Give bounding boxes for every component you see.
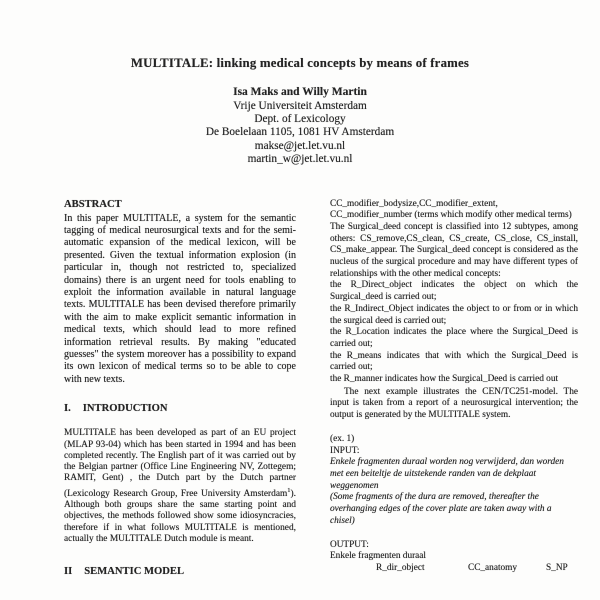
output-line-fragment: Enkele fragmenten duraal	[330, 551, 427, 562]
affiliation-address: De Boelelaan 1105, 1081 HV Amsterdam	[205, 126, 395, 139]
author-email-2: martin_w@jet.let.vu.nl	[247, 153, 353, 166]
paper-title: MULTITALE: linking medical concepts by means of frames	[130, 56, 470, 70]
affiliation-university: Vrije Universiteit Amsterdam	[233, 99, 367, 112]
relation-location: the R_Location indicates the place where the Surgical_Deed is carried out;	[330, 327, 578, 349]
semantic-model-section-label: SEMANTIC MODEL	[84, 566, 185, 578]
output-syntax-tag: S_NP	[546, 562, 568, 573]
introduction-section-label: INTRODUCTION	[82, 403, 168, 415]
output-annotation-row	[376, 563, 578, 575]
example-intro-paragraph: The next example illustrates the CEN/TC251-model. The input is taken from a report of a neurosurgical intervention; the output is generated by the MULTITALE system.	[330, 386, 578, 421]
paper-authors: Isa Maks and Willy Martin	[233, 86, 367, 98]
author-email-1: makse@jet.let.vu.nl	[254, 139, 346, 152]
abstract-body: In this paper MULTITALE, a system for the semantic tagging of medical neurosurgical texts and for the semi-automatic expansion of the medical lexicon, will be presented. Given the textual information explosion (in particular in, though not restricted to, specialized domains) there is an urgent need for tools enabling to exploit the information available in natural language texts. MULTITALE has been devised therefore primarily with the aim to make explicit semantic information in medical texts, which should lead to more refined information retrieval results. By making "educated guesses" the system moreover has a possibility to expand its own lexicon of medical terms so to be able to cope with new texts.	[64, 212, 296, 385]
surgical-deed-paragraph: The Surgical_deed concept is classified into 12 subtypes, among others: CS_remove,CS_clean, CS_create, CS_close, CS_install, CS_make_appear. The Surgical_deed concept is considered as the nucleus of the surgical procedure and may have different types of relationships with the other medical concepts:	[330, 221, 578, 279]
introduction-text-pre: MULTITALE has been developed as part of an EU project (MLAP 93-04) which has been started in 1994 and has been completed recently. The English part of it was carried out by the Belgian partner (Office Line Engineering NV, Zottegem; RAMIT, Gent) , the Dutch part by the Dutch partner (Lexicology Research Group, Free University Amsterdam	[64, 428, 296, 499]
two-column-body	[0, 199, 600, 578]
introduction-text-post: ). Although both groups share the same starting point and objectives, the methods followed show some idiosyncracies, therefore if in what follows MULTITALE is mentioned, actually the MULTITALE Dutch module is meant.	[64, 488, 296, 545]
paper-header	[0, 0, 600, 167]
introduction-body	[64, 428, 296, 545]
output-block	[330, 540, 578, 575]
relation-means: the R_means indicates that with which the Surgical_Deed is carried out;	[330, 350, 578, 373]
abstract-heading: ABSTRACT	[64, 198, 122, 210]
cc-modifier-line-2: CC_modifier_number (terms which modify other medical terms)	[330, 210, 572, 221]
output-label: OUTPUT:	[330, 539, 369, 550]
relation-indirect-object: the R_Indirect_Object indicates the object to or from or in which the surgical deed is carried out;	[330, 303, 578, 326]
output-relation-tag: R_dir_object	[376, 562, 425, 573]
input-label: INPUT:	[330, 445, 360, 456]
output-category-tag: CC_anatomy	[468, 562, 518, 573]
semantic-model-heading	[64, 566, 296, 577]
footnote-marker: 1	[287, 486, 291, 494]
relation-manner: the R_manner indicates how the Surgical_Deed is carried out	[330, 374, 559, 385]
right-column	[330, 199, 578, 575]
semantic-model-section-number: II	[64, 566, 73, 578]
relation-direct-object: the R_Direct_object indicates the object on which the Surgical_deed is carried out;	[330, 280, 578, 303]
introduction-heading	[64, 403, 296, 414]
affiliation-department: Dept. of Lexicology	[254, 112, 346, 125]
introduction-section-number: I.	[64, 403, 71, 415]
example-input-gloss: (Some fragments of the dura are removed, thereafter the overhanging edges of the cover plate are taken away with a chisel)	[330, 492, 552, 526]
cc-modifier-line-1: CC_modifier_bodysize,CC_modifier_extent,	[330, 198, 498, 209]
example-input-dutch: Enkele fragmenten duraal worden nog verwijderd, dan worden met een beiteltje de uitstekende randen van de dekplaat weggenomen	[330, 457, 564, 491]
left-column	[64, 199, 296, 578]
example-label: (ex. 1)	[330, 433, 355, 444]
